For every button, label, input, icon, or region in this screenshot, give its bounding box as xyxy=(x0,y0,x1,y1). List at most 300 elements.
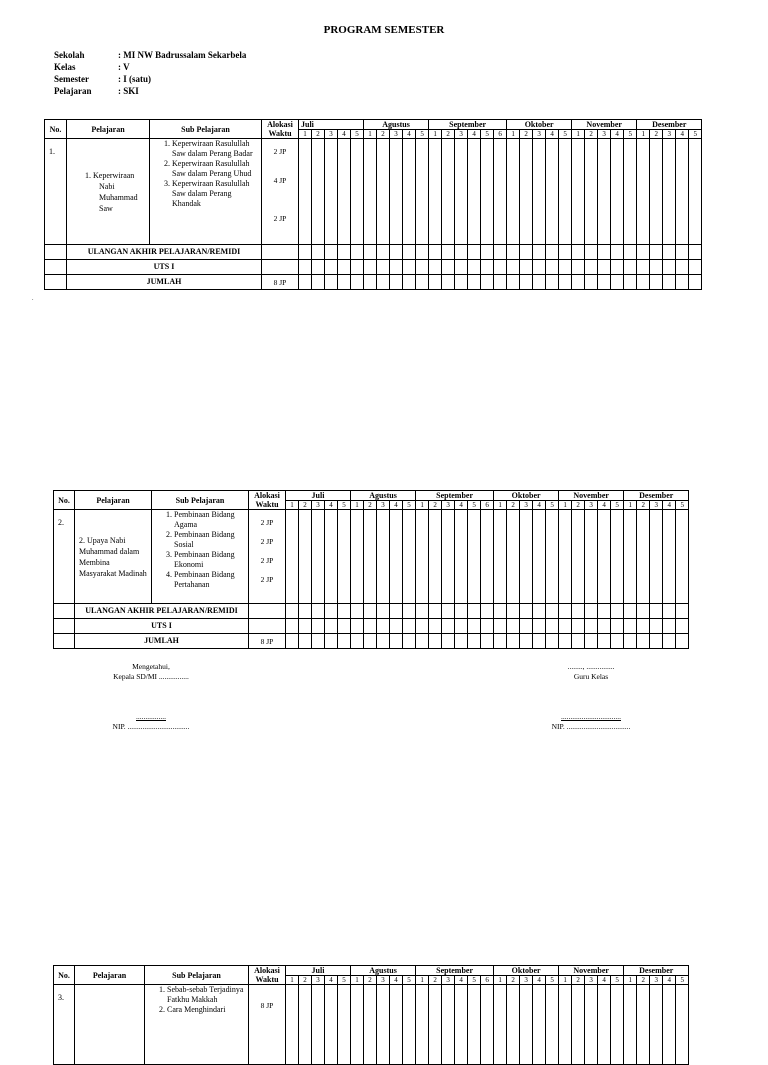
sub-pelajaran-item: 1. Sebab-sebab Terjadinya Fatkhu Makkah xyxy=(167,985,248,1005)
week-cell xyxy=(377,985,390,1065)
header-week-number: 4 xyxy=(663,976,676,985)
week-cell xyxy=(533,245,546,260)
week-cell xyxy=(481,260,494,275)
header-week-number: 1 xyxy=(507,130,520,139)
week-cell xyxy=(676,275,689,290)
header-week-number: 4 xyxy=(598,501,611,510)
header-week-number: 5 xyxy=(481,130,494,139)
week-cell xyxy=(325,634,338,649)
week-cell xyxy=(585,985,598,1065)
header-month-september: September xyxy=(416,491,494,501)
header-week-number: 3 xyxy=(442,976,455,985)
header-month-oktober: Oktober xyxy=(494,491,559,501)
week-cell xyxy=(429,260,442,275)
header-week-number: 3 xyxy=(520,976,533,985)
week-cell xyxy=(403,634,416,649)
week-cell xyxy=(598,604,611,619)
week-cell xyxy=(481,139,494,245)
header-week-number: 1 xyxy=(637,130,650,139)
header-week-number: 4 xyxy=(611,130,624,139)
stray-mark: . xyxy=(32,296,34,302)
week-cell xyxy=(585,245,598,260)
week-cell xyxy=(559,245,572,260)
uts-label: UTS I xyxy=(67,260,262,275)
week-cell xyxy=(468,985,481,1065)
signature-left-name xyxy=(96,712,206,732)
week-cell xyxy=(572,634,585,649)
week-cell xyxy=(364,275,377,290)
pelajaran-text: 2. Upaya Nabi Muhammad dalam Membina Masyarakat Madinah xyxy=(79,535,147,578)
week-cell xyxy=(416,985,429,1065)
week-cell xyxy=(481,245,494,260)
week-cell xyxy=(429,604,442,619)
header-month-november: November xyxy=(572,120,637,130)
footer-empty-cell xyxy=(45,245,67,260)
week-cell xyxy=(338,260,351,275)
week-cell xyxy=(520,604,533,619)
program-table-1 xyxy=(44,119,702,290)
week-cell xyxy=(338,619,351,634)
week-cell xyxy=(351,604,364,619)
alokasi-waktu-value: 2 JP xyxy=(260,556,274,565)
week-cell xyxy=(624,139,637,245)
week-cell xyxy=(689,245,702,260)
pelajaran-cell xyxy=(75,510,152,604)
header-week-number: 1 xyxy=(286,976,299,985)
week-cell xyxy=(403,260,416,275)
week-cell xyxy=(624,619,637,634)
week-cell xyxy=(507,985,520,1065)
document-info xyxy=(54,49,246,97)
week-cell xyxy=(416,604,429,619)
week-cell xyxy=(481,275,494,290)
header-week-number: 2 xyxy=(650,130,663,139)
week-cell xyxy=(416,275,429,290)
week-cell xyxy=(650,619,663,634)
week-cell xyxy=(494,275,507,290)
week-cell xyxy=(403,275,416,290)
week-cell xyxy=(286,510,299,604)
signature-left-nip: NIP. ................................. xyxy=(112,722,190,731)
week-cell xyxy=(585,634,598,649)
week-cell xyxy=(637,985,650,1065)
week-cell xyxy=(377,619,390,634)
header-month-juli: Juli xyxy=(286,491,351,501)
week-cell xyxy=(637,619,650,634)
header-month-desember: Desember xyxy=(637,120,702,130)
header-month-november: November xyxy=(559,966,624,976)
header-week-number: 5 xyxy=(676,501,689,510)
ulangan-label-alokasi xyxy=(249,604,286,619)
week-cell xyxy=(364,139,377,245)
week-cell xyxy=(351,510,364,604)
week-cell xyxy=(663,260,676,275)
footer-empty-cell xyxy=(54,619,75,634)
header-week-number: 5 xyxy=(611,501,624,510)
week-cell xyxy=(325,275,338,290)
header-week-number: 2 xyxy=(299,976,312,985)
sub-pelajaran-item: 4. Pembinaan Bidang Pertahanan xyxy=(174,570,248,590)
week-cell xyxy=(455,510,468,604)
row-number: 2. xyxy=(54,510,75,604)
week-cell xyxy=(390,619,403,634)
info-row-sekolah: Sekolah : MI NW Badrussalam Sekarbela xyxy=(54,50,247,60)
week-cell xyxy=(637,634,650,649)
week-cell xyxy=(442,275,455,290)
pelajaran-cell xyxy=(67,139,150,245)
week-cell xyxy=(442,139,455,245)
week-cell xyxy=(351,275,364,290)
header-week-number: 5 xyxy=(351,130,364,139)
week-cell xyxy=(312,634,325,649)
week-cell xyxy=(650,139,663,245)
alokasi-waktu-cell xyxy=(262,139,299,245)
week-cell xyxy=(429,985,442,1065)
alokasi-waktu-cell xyxy=(249,510,286,604)
header-week-number: 5 xyxy=(416,130,429,139)
week-cell xyxy=(598,985,611,1065)
week-cell xyxy=(312,275,325,290)
sub-pelajaran-item: 1. Pembinaan Bidang Agama xyxy=(174,510,248,530)
week-cell xyxy=(429,634,442,649)
signature-left-line2: Kepala SD/MI ................ xyxy=(113,672,189,681)
week-cell xyxy=(429,619,442,634)
week-cell xyxy=(572,245,585,260)
week-cell xyxy=(507,634,520,649)
header-month-desember: Desember xyxy=(624,966,689,976)
week-cell xyxy=(299,604,312,619)
header-week-number: 3 xyxy=(455,130,468,139)
week-cell xyxy=(338,275,351,290)
header-week-number: 3 xyxy=(585,976,598,985)
header-week-number: 2 xyxy=(312,130,325,139)
week-cell xyxy=(403,510,416,604)
week-cell xyxy=(650,510,663,604)
signature-right-name-dots: ................................ xyxy=(561,712,621,721)
week-cell xyxy=(546,275,559,290)
week-cell xyxy=(533,510,546,604)
signature-right-nip: NIP. .................................. xyxy=(551,722,631,731)
week-cell xyxy=(390,510,403,604)
header-week-number: 2 xyxy=(572,976,585,985)
week-cell xyxy=(338,245,351,260)
header-month-juli: Juli xyxy=(299,120,364,130)
week-cell xyxy=(598,634,611,649)
week-cell xyxy=(663,510,676,604)
week-cell xyxy=(364,985,377,1065)
week-cell xyxy=(663,245,676,260)
header-month-november: November xyxy=(559,491,624,501)
week-cell xyxy=(429,245,442,260)
header-week-number: 2 xyxy=(364,501,377,510)
header-week-number: 3 xyxy=(312,976,325,985)
week-cell xyxy=(611,260,624,275)
header-week-number: 3 xyxy=(533,130,546,139)
header-week-number: 6 xyxy=(481,976,494,985)
week-cell xyxy=(663,985,676,1065)
week-cell xyxy=(377,604,390,619)
header-week-number: 1 xyxy=(494,501,507,510)
week-cell xyxy=(442,510,455,604)
week-cell xyxy=(611,139,624,245)
week-cell xyxy=(390,245,403,260)
week-cell xyxy=(468,604,481,619)
sub-pelajaran-item: 2. Keperwiraan Rasulullah Saw dalam Perang Uhud xyxy=(172,159,261,179)
info-row-pelajaran: Pelajaran : SKI xyxy=(54,86,139,96)
header-week-number: 4 xyxy=(676,130,689,139)
week-cell xyxy=(598,510,611,604)
header-month-oktober: Oktober xyxy=(494,966,559,976)
footer-empty-cell xyxy=(45,260,67,275)
week-cell xyxy=(325,604,338,619)
week-cell xyxy=(520,245,533,260)
header-sub-pelajaran: Sub Pelajaran xyxy=(145,966,249,985)
jumlah-label: JUMLAH xyxy=(75,634,249,649)
week-cell xyxy=(624,245,637,260)
week-cell xyxy=(468,245,481,260)
week-cell xyxy=(598,139,611,245)
week-cell xyxy=(299,275,312,290)
header-sub-pelajaran: Sub Pelajaran xyxy=(150,120,262,139)
week-cell xyxy=(533,260,546,275)
week-cell xyxy=(598,260,611,275)
week-cell xyxy=(325,260,338,275)
week-cell xyxy=(468,139,481,245)
header-alokasi-waktu: Alokasi Waktu xyxy=(249,491,286,510)
week-cell xyxy=(559,139,572,245)
week-cell xyxy=(572,985,585,1065)
header-week-number: 2 xyxy=(637,501,650,510)
week-cell xyxy=(299,260,312,275)
week-cell xyxy=(377,139,390,245)
week-cell xyxy=(533,619,546,634)
week-cell xyxy=(351,260,364,275)
week-cell xyxy=(403,139,416,245)
jumlah-label: JUMLAH xyxy=(67,275,262,290)
header-week-number: 3 xyxy=(312,501,325,510)
week-cell xyxy=(507,260,520,275)
week-cell xyxy=(676,604,689,619)
week-cell xyxy=(325,245,338,260)
week-cell xyxy=(481,634,494,649)
week-cell xyxy=(663,139,676,245)
header-week-number: 1 xyxy=(559,501,572,510)
week-cell xyxy=(546,245,559,260)
week-cell xyxy=(468,260,481,275)
week-cell xyxy=(520,139,533,245)
header-alokasi-waktu: Alokasi Waktu xyxy=(262,120,299,139)
week-cell xyxy=(624,634,637,649)
header-week-number: 2 xyxy=(429,976,442,985)
program-table-2 xyxy=(53,490,689,649)
header-week-number: 1 xyxy=(351,501,364,510)
header-week-number: 4 xyxy=(663,501,676,510)
week-cell xyxy=(494,245,507,260)
header-week-number: 2 xyxy=(520,130,533,139)
week-cell xyxy=(637,245,650,260)
week-cell xyxy=(546,985,559,1065)
week-cell xyxy=(572,510,585,604)
week-cell xyxy=(325,510,338,604)
sub-pelajaran-cell xyxy=(150,139,262,245)
week-cell xyxy=(572,604,585,619)
week-cell xyxy=(390,275,403,290)
header-week-number: 2 xyxy=(637,976,650,985)
header-week-number: 5 xyxy=(624,130,637,139)
ulangan-label-alokasi xyxy=(262,245,299,260)
week-cell xyxy=(650,260,663,275)
week-cell xyxy=(455,275,468,290)
header-week-number: 2 xyxy=(442,130,455,139)
week-cell xyxy=(533,139,546,245)
week-cell xyxy=(507,510,520,604)
header-week-number: 1 xyxy=(429,130,442,139)
program-table-3 xyxy=(53,965,689,1065)
week-cell xyxy=(351,634,364,649)
header-week-number: 3 xyxy=(377,501,390,510)
week-cell xyxy=(312,260,325,275)
week-cell xyxy=(598,619,611,634)
sub-pelajaran-item: 3. Pembinaan Bidang Ekonomi xyxy=(174,550,248,570)
header-week-number: 4 xyxy=(325,501,338,510)
header-week-number: 4 xyxy=(598,976,611,985)
header-month-juli: Juli xyxy=(286,966,351,976)
week-cell xyxy=(494,510,507,604)
week-cell xyxy=(455,139,468,245)
header-week-number: 1 xyxy=(416,976,429,985)
header-week-number: 5 xyxy=(559,130,572,139)
uts-label: UTS I xyxy=(75,619,249,634)
week-cell xyxy=(572,260,585,275)
header-week-number: 3 xyxy=(325,130,338,139)
week-cell xyxy=(325,985,338,1065)
header-week-number: 4 xyxy=(338,130,351,139)
header-week-number: 3 xyxy=(585,501,598,510)
header-week-number: 1 xyxy=(624,501,637,510)
week-cell xyxy=(377,634,390,649)
header-month-agustus: Agustus xyxy=(364,120,429,130)
header-week-number: 4 xyxy=(390,976,403,985)
week-cell xyxy=(507,139,520,245)
info-row-kelas: Kelas : V xyxy=(54,62,130,72)
week-cell xyxy=(507,245,520,260)
week-cell xyxy=(442,604,455,619)
week-cell xyxy=(364,634,377,649)
header-week-number: 4 xyxy=(468,130,481,139)
week-cell xyxy=(520,985,533,1065)
week-cell xyxy=(325,619,338,634)
signature-left-name-dots: ................ xyxy=(136,712,166,721)
header-week-number: 2 xyxy=(429,501,442,510)
alokasi-waktu-value: 4 JP xyxy=(273,176,287,185)
signature-right-name xyxy=(535,712,647,732)
header-month-september: September xyxy=(416,966,494,976)
week-cell xyxy=(286,619,299,634)
week-cell xyxy=(403,985,416,1065)
week-cell xyxy=(442,260,455,275)
alokasi-waktu-value: 2 JP xyxy=(260,537,274,546)
header-no: No. xyxy=(45,120,67,139)
header-week-number: 1 xyxy=(559,976,572,985)
header-pelajaran: Pelajaran xyxy=(75,966,145,985)
week-cell xyxy=(416,139,429,245)
week-cell xyxy=(611,275,624,290)
week-cell xyxy=(416,510,429,604)
week-cell xyxy=(377,510,390,604)
alokasi-waktu-value: 8 JP xyxy=(260,1001,274,1010)
week-cell xyxy=(611,634,624,649)
week-cell xyxy=(507,275,520,290)
week-cell xyxy=(299,245,312,260)
week-cell xyxy=(546,260,559,275)
header-week-number: 5 xyxy=(338,976,351,985)
week-cell xyxy=(416,634,429,649)
week-cell xyxy=(468,275,481,290)
week-cell xyxy=(364,604,377,619)
header-month-desember: Desember xyxy=(624,491,689,501)
week-cell xyxy=(455,245,468,260)
header-week-number: 5 xyxy=(676,976,689,985)
week-cell xyxy=(416,260,429,275)
week-cell xyxy=(494,619,507,634)
uts-label-alokasi xyxy=(262,260,299,275)
week-cell xyxy=(676,634,689,649)
sub-pelajaran-cell xyxy=(145,985,249,1065)
week-cell xyxy=(533,634,546,649)
week-cell xyxy=(364,510,377,604)
header-no: No. xyxy=(54,491,75,510)
signature-right xyxy=(535,662,647,682)
footer-empty-cell xyxy=(54,604,75,619)
week-cell xyxy=(442,634,455,649)
header-week-number: 4 xyxy=(533,976,546,985)
uts-label-alokasi xyxy=(249,619,286,634)
header-pelajaran: Pelajaran xyxy=(75,491,152,510)
week-cell xyxy=(611,510,624,604)
week-cell xyxy=(494,260,507,275)
header-week-number: 3 xyxy=(650,976,663,985)
week-cell xyxy=(611,985,624,1065)
header-week-number: 3 xyxy=(598,130,611,139)
week-cell xyxy=(559,275,572,290)
week-cell xyxy=(637,510,650,604)
alokasi-waktu-value: 2 JP xyxy=(273,147,287,156)
week-cell xyxy=(546,510,559,604)
signature-left xyxy=(96,662,206,682)
week-cell xyxy=(312,619,325,634)
week-cell xyxy=(312,604,325,619)
week-cell xyxy=(663,619,676,634)
week-cell xyxy=(494,139,507,245)
week-cell xyxy=(520,634,533,649)
week-cell xyxy=(585,619,598,634)
week-cell xyxy=(494,634,507,649)
header-week-number: 2 xyxy=(299,501,312,510)
week-cell xyxy=(338,985,351,1065)
header-month-oktober: Oktober xyxy=(507,120,572,130)
row-number: 1. xyxy=(45,139,67,245)
alokasi-waktu-value: 2 JP xyxy=(260,575,274,584)
week-cell xyxy=(546,619,559,634)
header-week-number: 5 xyxy=(689,130,702,139)
header-week-number: 5 xyxy=(403,501,416,510)
week-cell xyxy=(494,985,507,1065)
week-cell xyxy=(663,275,676,290)
header-week-number: 3 xyxy=(663,130,676,139)
week-cell xyxy=(351,619,364,634)
week-cell xyxy=(416,245,429,260)
signature-left-line1: Mengetahui, xyxy=(132,662,170,671)
